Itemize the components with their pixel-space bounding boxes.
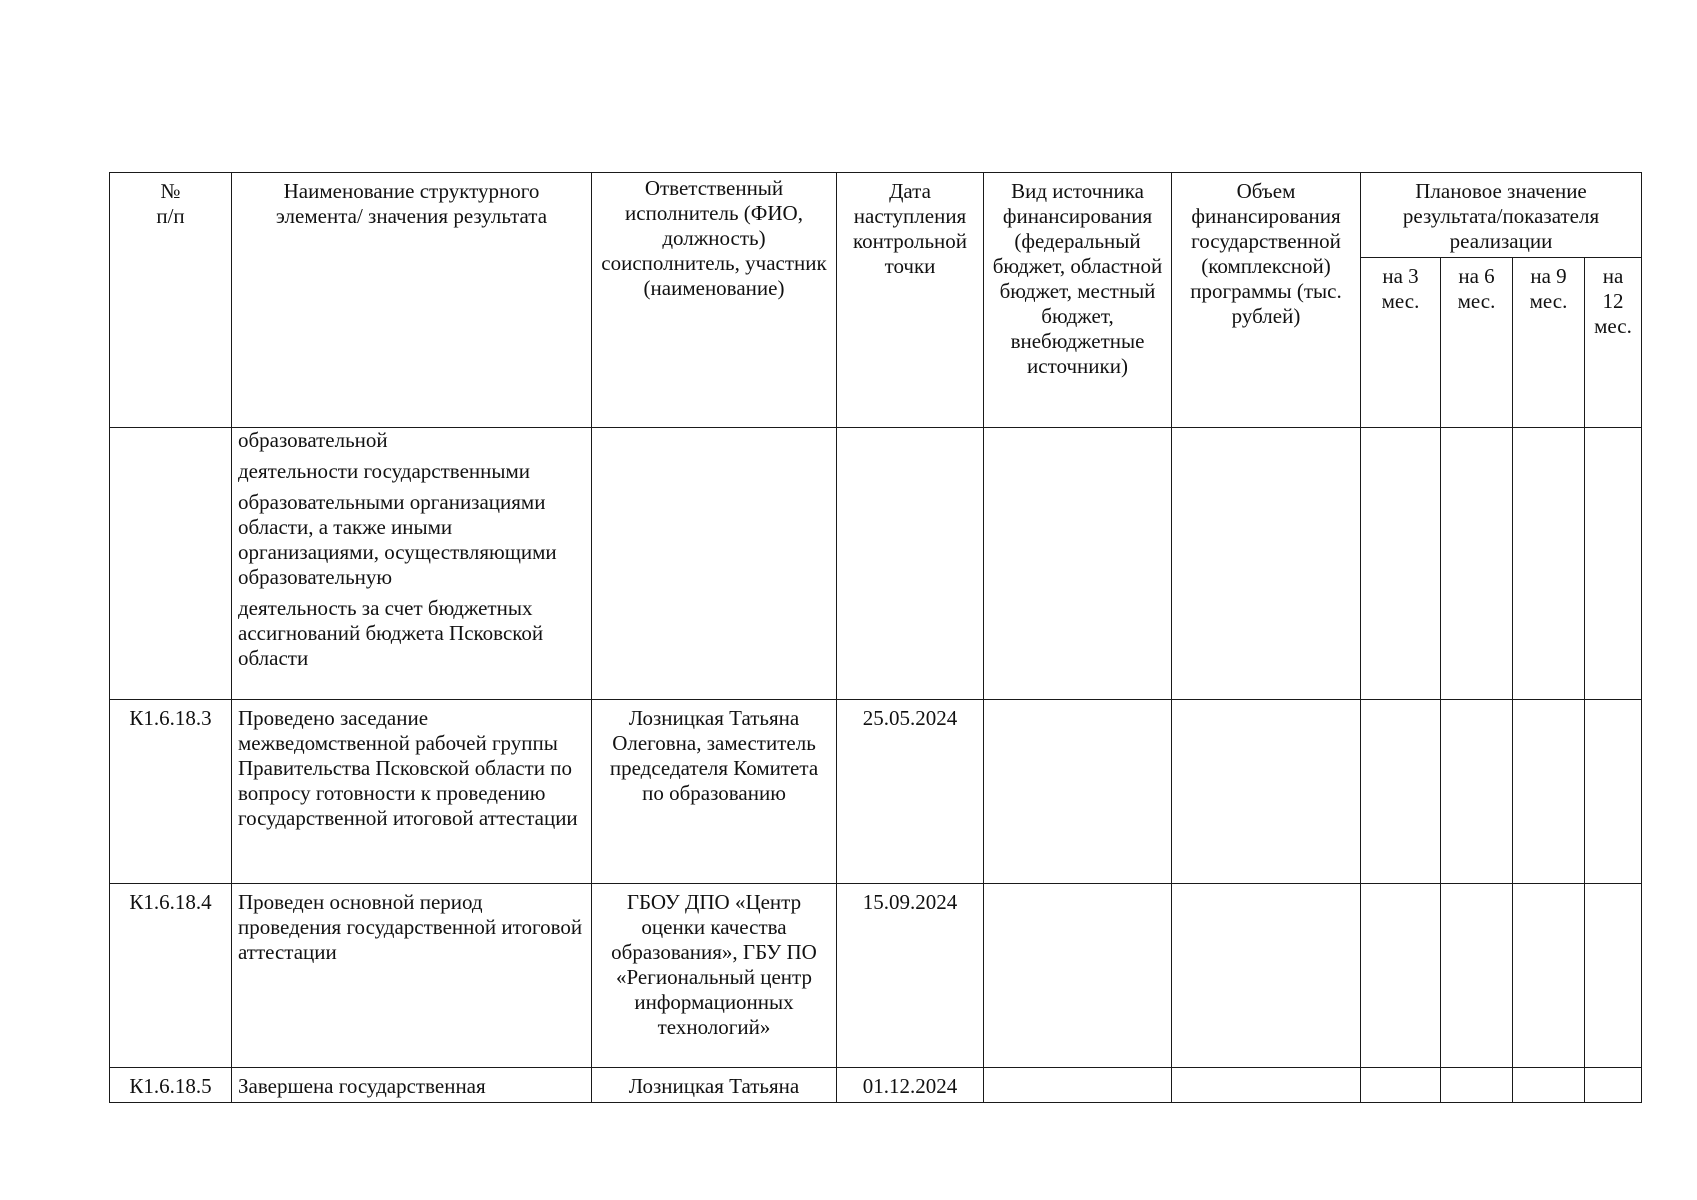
cell	[1172, 1068, 1361, 1103]
cell	[1585, 700, 1642, 884]
row-num: К1.6.18.4	[110, 884, 232, 1068]
cell	[1513, 700, 1585, 884]
cell	[984, 1068, 1172, 1103]
header-m3: на 3 мес.	[1361, 258, 1441, 428]
plan-table	[109, 172, 1642, 1103]
row-num: К1.6.18.5	[110, 1068, 232, 1103]
row-responsible: Лозницкая Татьяна Олеговна, заместитель председателя Комитета по образованию	[592, 700, 837, 884]
header-plan: Плановое значение результата/показателя реализации	[1361, 173, 1642, 258]
header-m12: на 12 мес.	[1585, 258, 1642, 428]
row-num: К1.6.18.3	[110, 700, 232, 884]
cell	[1585, 884, 1642, 1068]
continuation-line: деятельности государственными	[238, 459, 531, 483]
table-row	[110, 884, 1642, 1068]
header-responsible: Ответственный исполнитель (ФИО, должность) соисполнитель, участник (наименование)	[592, 173, 837, 428]
cell	[1585, 1068, 1642, 1103]
cell	[1172, 428, 1361, 700]
table-row	[110, 700, 1642, 884]
header-volume: Объем финансирования государственной (комплексной) программы (тыс. рублей)	[1172, 173, 1361, 428]
cell	[1441, 700, 1513, 884]
header-name: Наименование структурного элемента/ значения результата	[232, 173, 592, 428]
continuation-line: деятельность за счет бюджетных ассигнований бюджета Псковской области	[238, 596, 544, 670]
document-page	[109, 172, 1642, 1103]
header-m6: на 6 мес.	[1441, 258, 1513, 428]
row-responsible: ГБОУ ДПО «Центр оценки качества образования», ГБУ ПО «Региональный центр информационных технологий»	[592, 884, 837, 1068]
continuation-line: образовательной	[238, 428, 388, 452]
cell	[1441, 428, 1513, 700]
cell	[1172, 884, 1361, 1068]
cell	[1361, 700, 1441, 884]
continuation-name-cell	[232, 428, 592, 700]
row-name: Проведено заседание межведомственной рабочей группы Правительства Псковской области по вопросу готовности к проведению государственной итоговой аттестации	[232, 700, 592, 884]
cell	[1441, 1068, 1513, 1103]
cell	[1513, 884, 1585, 1068]
table-row	[110, 1068, 1642, 1103]
cell	[1513, 1068, 1585, 1103]
header-num: № п/п	[110, 173, 232, 428]
cell	[984, 428, 1172, 700]
row-date: 01.12.2024	[837, 1068, 984, 1103]
row-date: 15.09.2024	[837, 884, 984, 1068]
row-date: 25.05.2024	[837, 700, 984, 884]
header-row	[110, 173, 1642, 258]
cell	[1361, 428, 1441, 700]
continuation-line: образовательными организациями области, а также иными организациями, осуществляющими образовательную	[238, 490, 557, 589]
header-date: Дата наступления контрольной точки	[837, 173, 984, 428]
row-name: Завершена государственная	[232, 1068, 592, 1103]
header-source: Вид источника финансирования (федеральный бюджет, областной бюджет, местный бюджет, внебюджетные источники)	[984, 173, 1172, 428]
cell	[1361, 1068, 1441, 1103]
row-responsible: Лозницкая Татьяна	[592, 1068, 837, 1103]
cell	[1172, 700, 1361, 884]
cell	[1513, 428, 1585, 700]
cell	[984, 884, 1172, 1068]
cell	[837, 428, 984, 700]
cell	[592, 428, 837, 700]
cell	[984, 700, 1172, 884]
continuation-num-cell	[110, 428, 232, 700]
cell	[1441, 884, 1513, 1068]
cell	[1361, 884, 1441, 1068]
continuation-row	[110, 428, 1642, 700]
header-m9: на 9 мес.	[1513, 258, 1585, 428]
row-name: Проведен основной период проведения государственной итоговой аттестации	[232, 884, 592, 1068]
cell	[1585, 428, 1642, 700]
